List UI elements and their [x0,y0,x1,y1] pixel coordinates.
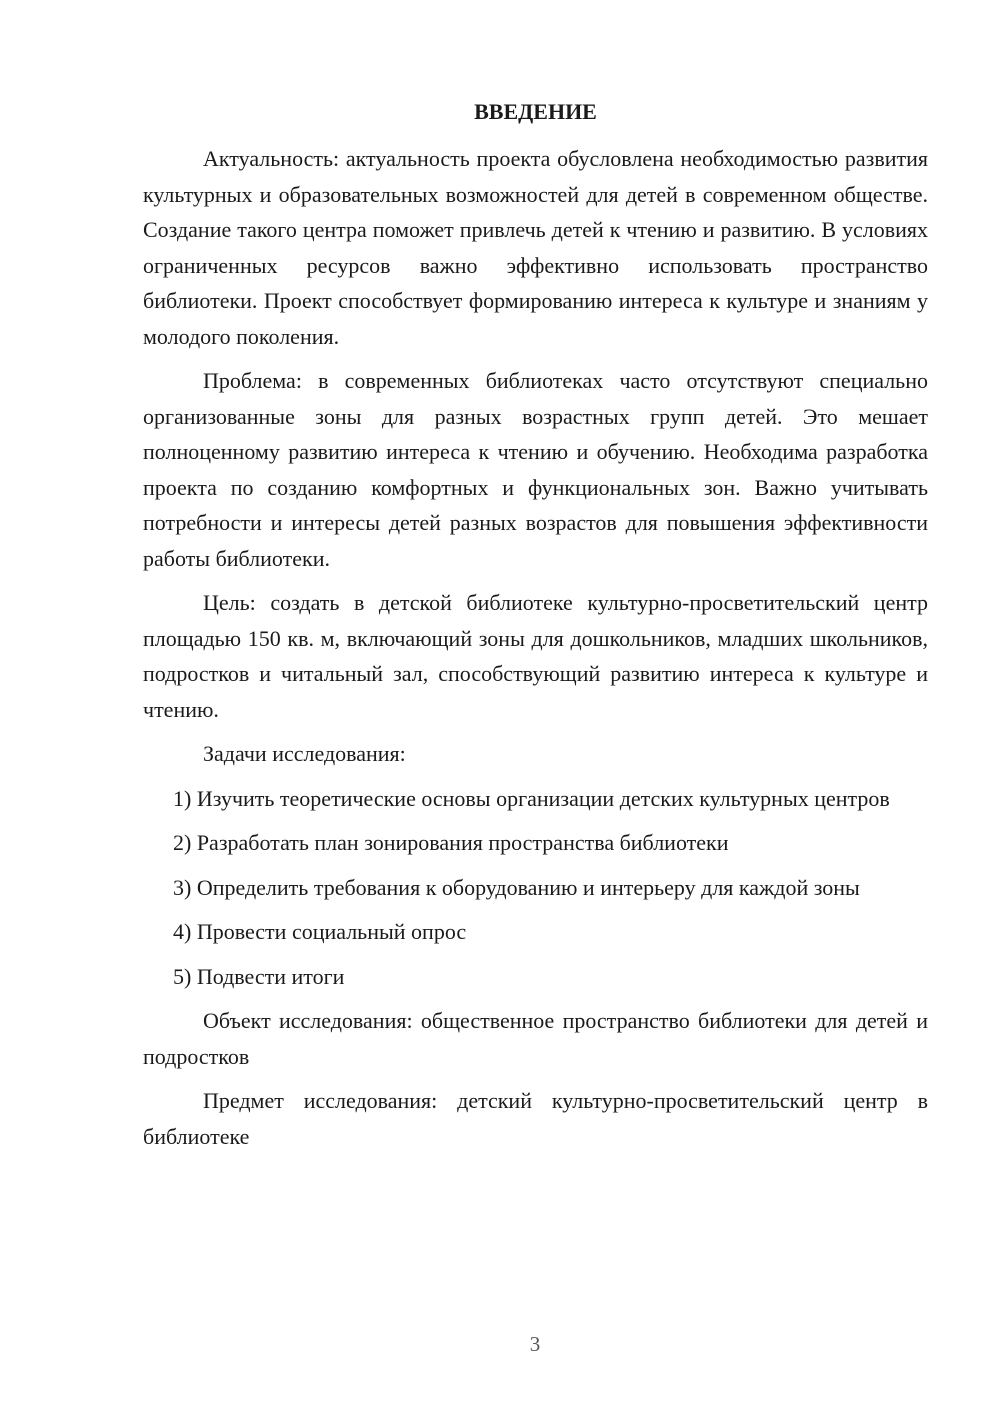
page-content [143,94,928,1163]
problem-paragraph: Проблема: в современных библиотеках часто отсутствуют специально организованные зоны для разных возрастных групп детей. Это мешает полноценному развитию интереса к чтению и обучению. Необходима разработка проекта по созданию комфортных и функциональных зон. Важно учитывать потребности и интересы детей разных возрастов для повышения эффективности работы библиотеки. [143,368,928,571]
task-item: 5) Подвести итоги [173,963,345,989]
task-item: 1) Изучить теоретические основы организации детских культурных центров [173,785,890,811]
page-number: 3 [529,1332,541,1356]
tasks-list [143,781,928,995]
task-item: 3) Определить требования к оборудованию и интерьеру для каждой зоны [173,874,860,900]
task-item: 4) Провести социальный опрос [173,919,467,944]
subject-paragraph: Предмет исследования: детский культурно-просветительский центр в библиотеке [143,1088,928,1149]
task-item: 2) Разработать план зонирования пространства библиотеки [173,830,729,855]
object-paragraph: Объект исследования: общественное пространство библиотеки для детей и подростков [143,1008,928,1069]
goal-paragraph: Цель: создать в детской библиотеке культурно-просветительский центр площадью 150 кв. м, включающий зоны для дошкольников, младших школьников, подростков и читальный зал, способствующий развитию интереса к культуре и чтению. [143,590,928,722]
tasks-heading: Задачи исследования: [203,741,406,766]
relevance-paragraph: Актуальность: актуальность проекта обусловлена необходимостью развития культурных и образовательных возможностей для детей в современном обществе. Создание такого центра поможет привлечь детей к чтению и развитию. В условиях ограниченных ресурсов важно эффективно использовать пространство библиотеки. Проект способствует формированию интереса к культуре и знаниям у молодого поколения. [143,146,928,349]
page-title: ВВЕДЕНИЕ [474,99,597,124]
